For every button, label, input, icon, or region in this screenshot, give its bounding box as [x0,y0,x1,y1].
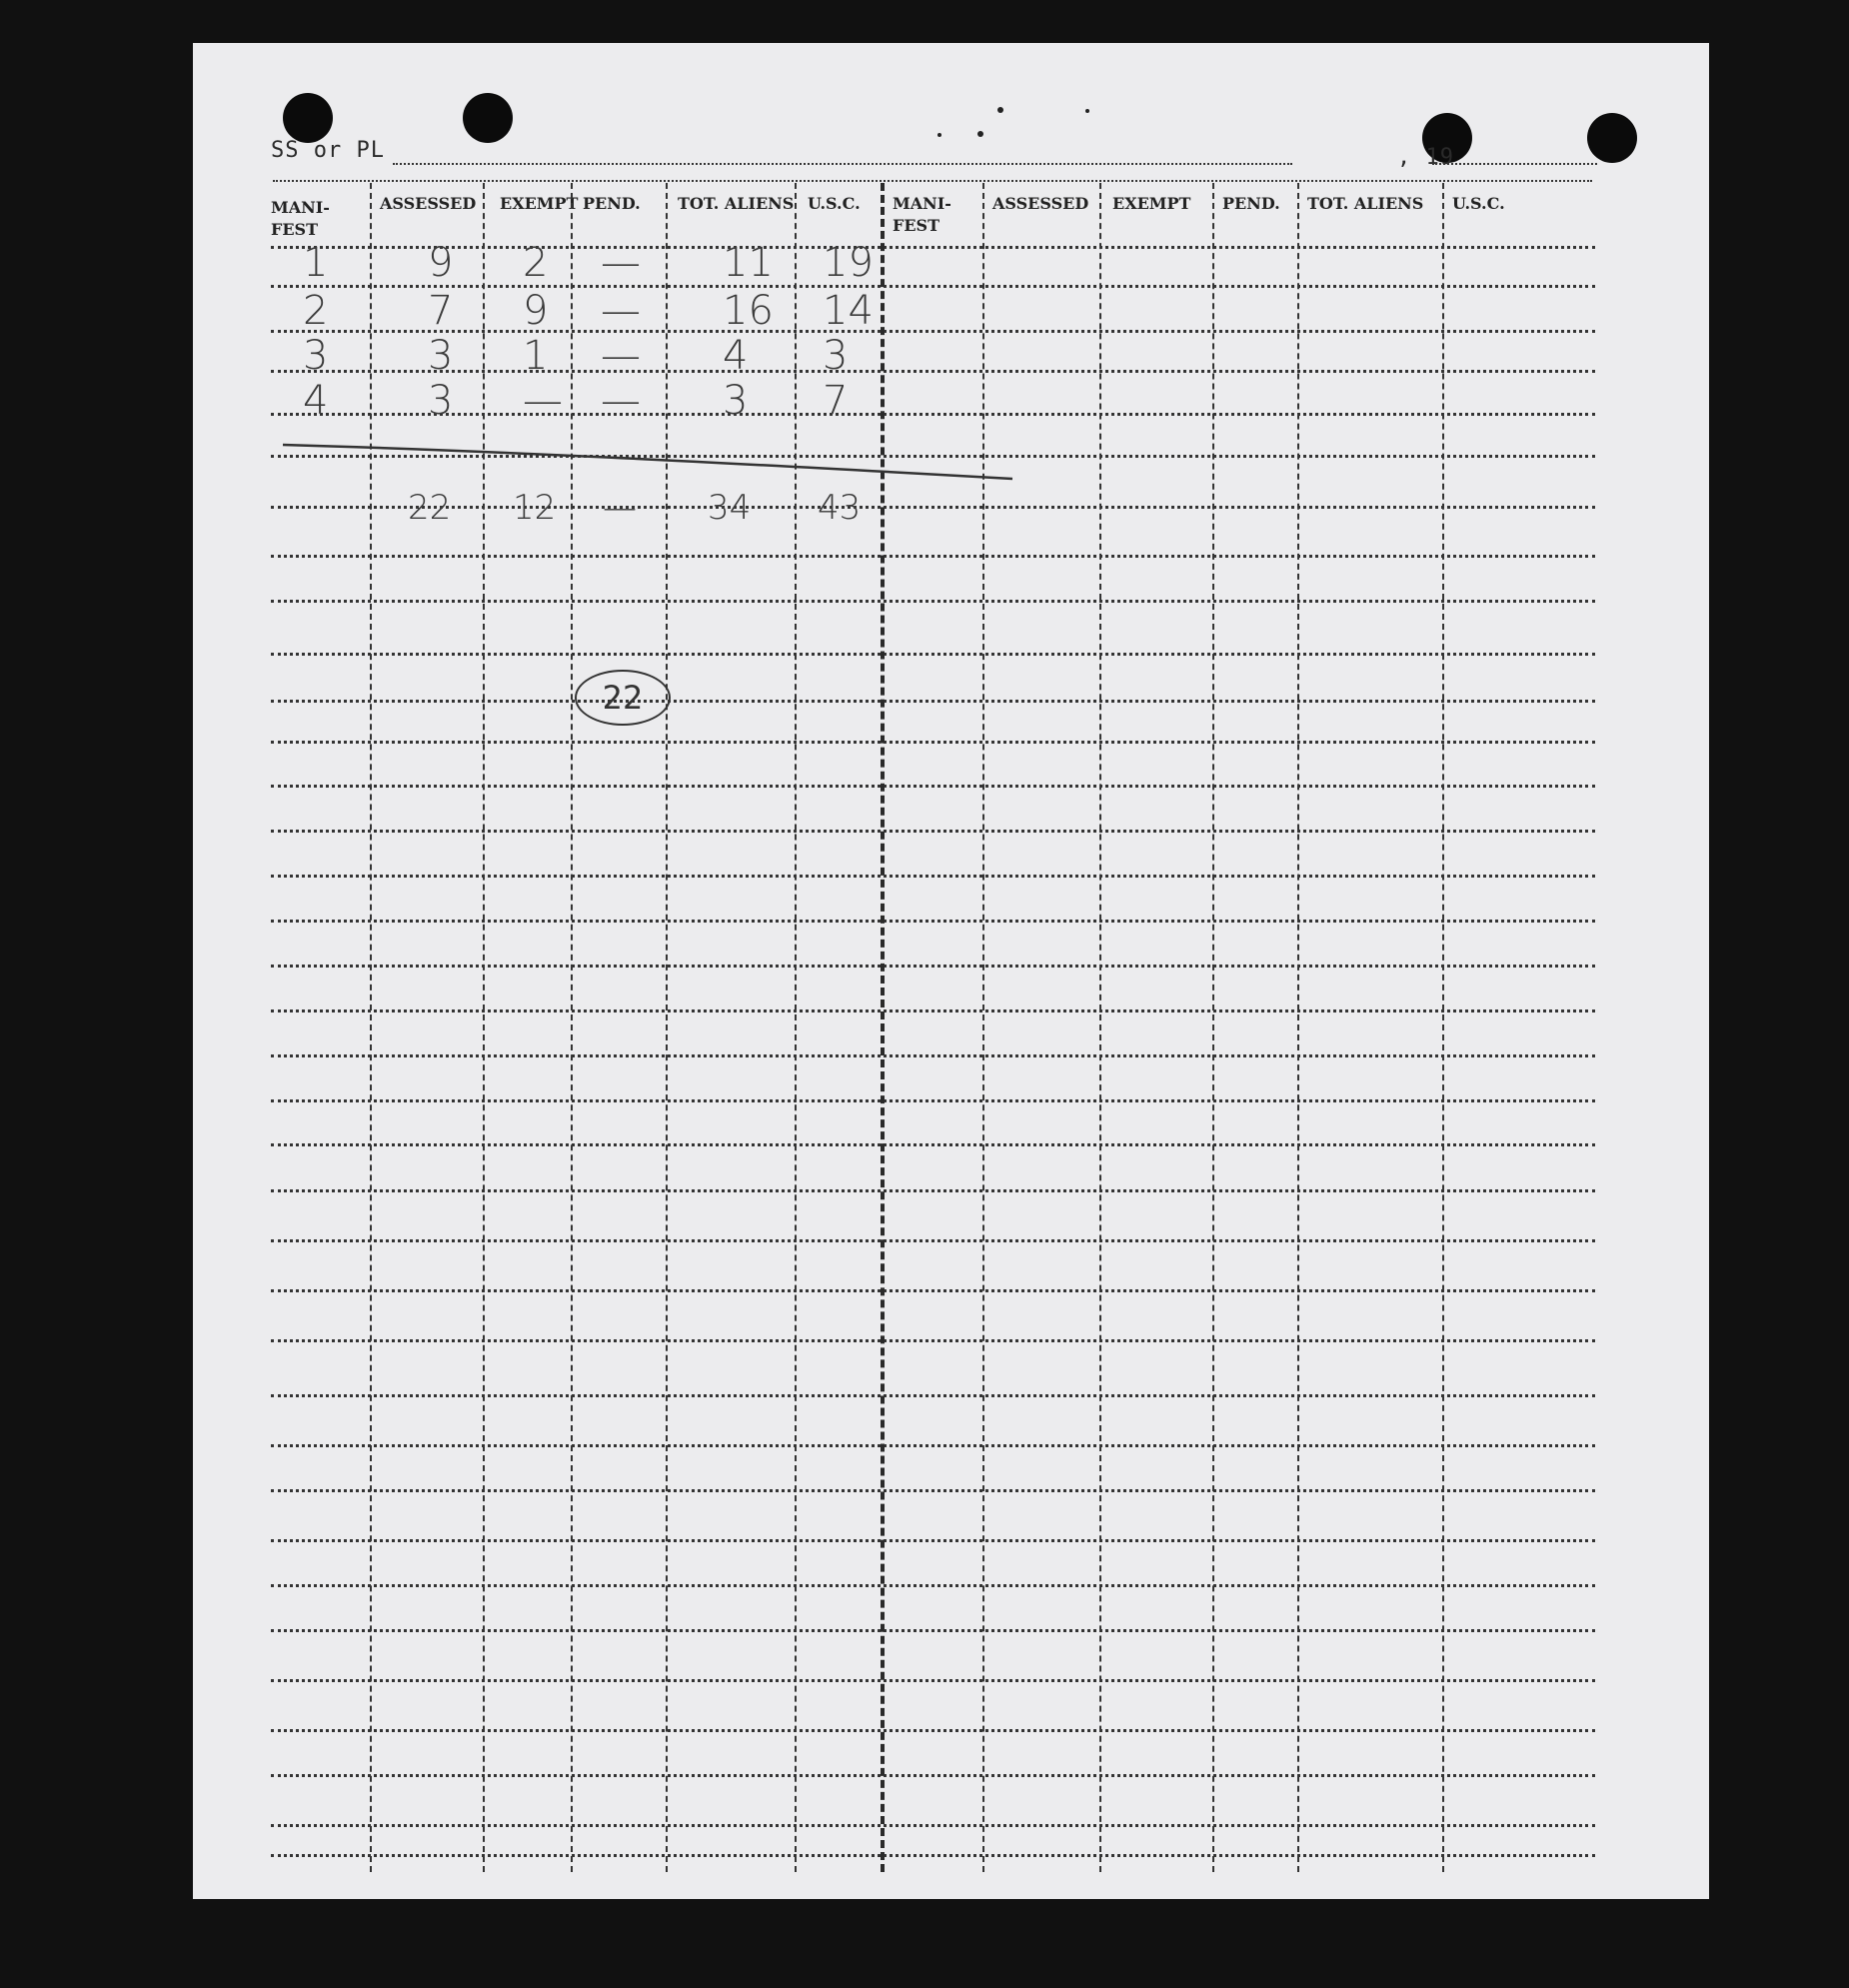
ledger-row-line [271,741,1595,744]
total-assessed: 22 [408,488,452,528]
ledger-row-line [271,1854,1595,1857]
ledger-row-line [271,1584,1595,1587]
entry-tot-aliens: 16 [723,288,774,334]
header-tot-aliens-right: TOT. ALIENS [1307,194,1424,213]
total-pend: — [603,488,637,528]
entry-tot-aliens: 4 [723,333,749,379]
ledger-row-line [271,1489,1595,1492]
ledger-row-line [271,1099,1595,1102]
ledger-row-line [271,920,1595,923]
header-manifest-right: MANI- FEST [893,194,951,235]
ledger-row-line [271,785,1595,788]
ledger-row-line [271,1679,1595,1682]
ledger-row-line [271,1629,1595,1632]
entry-pend: — [601,333,641,379]
ledger-row-line [271,875,1595,878]
entry-assessed: 3 [428,333,454,379]
ship-label: SS or PL [271,138,385,163]
ledger-row-line [271,1189,1595,1192]
ledger-row-line [271,1339,1595,1342]
ledger-row-line [271,1774,1595,1777]
entry-tot-aliens: 3 [723,378,749,424]
total-tot-aliens: 34 [708,488,752,528]
ledger-row-line [271,1824,1595,1827]
entry-pend: — [601,288,641,334]
entry-usc: 7 [823,378,849,424]
entry-tot-aliens: 11 [723,240,774,286]
form-sheet [193,43,1709,1899]
ledger-row-line [271,1143,1595,1146]
ledger-row-line [271,1009,1595,1012]
entry-exempt: 9 [523,288,549,334]
entry-usc: 14 [823,288,874,334]
ledger-row-line [271,600,1595,603]
ledger-row-line [271,1394,1595,1397]
total-usc: 43 [818,488,862,528]
entry-assessed: 7 [428,288,454,334]
header-usc-right: U.S.C. [1452,194,1505,213]
entry-exempt: 2 [523,240,549,286]
total-rule-stroke [193,43,1709,543]
entry-pend: — [601,240,641,286]
header-assessed-right: ASSESSED [992,194,1089,213]
header-usc: U.S.C. [808,194,861,213]
ledger-row-line [271,1239,1595,1242]
ledger-row-line [271,700,1595,703]
entry-usc: 3 [823,333,849,379]
date-suffix: , 19 [1397,145,1454,170]
ledger-row-line [271,1539,1595,1542]
entry-manifest: 3 [303,333,329,379]
ledger-row-line [271,965,1595,968]
ledger-row-line [271,1729,1595,1732]
circled-note: 22 [575,670,671,726]
header-assessed: ASSESSED [380,194,477,213]
entry-exempt: 1 [523,333,549,379]
entry-pend: — [601,378,641,424]
ledger-row-line [271,830,1595,833]
ledger-row-line [271,1289,1595,1292]
entry-exempt: — [523,378,563,424]
ledger-row-line [271,653,1595,656]
ledger-row-line [271,555,1595,558]
entry-manifest: 2 [303,288,329,334]
entry-assessed: 3 [428,378,454,424]
header-tot-aliens: TOT. ALIENS [678,194,795,213]
header-pend-right: PEND. [1222,194,1280,213]
entry-assessed: 9 [428,240,454,286]
entry-manifest: 4 [303,378,329,424]
header-exempt: EXEMPT [500,194,579,213]
header-exempt-right: EXEMPT [1112,194,1191,213]
header-manifest: MANI- FEST [271,198,330,239]
total-exempt: 12 [513,488,557,528]
ledger-row-line [271,1444,1595,1447]
entry-manifest: 1 [303,240,329,286]
header-pend: PEND. [583,194,641,213]
entry-usc: 19 [823,240,874,286]
ledger-row-line [271,1054,1595,1057]
